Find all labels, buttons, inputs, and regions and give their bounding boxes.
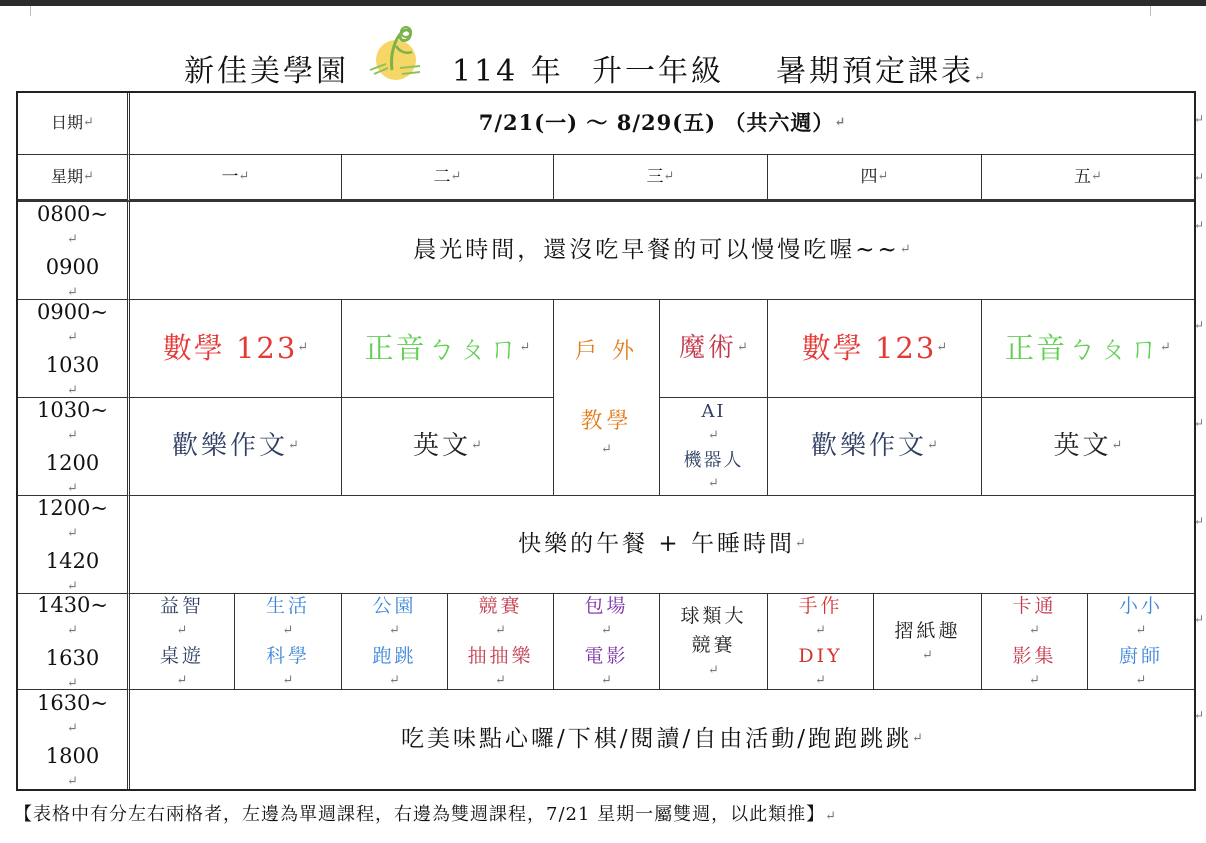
afternoon-fri-odd: 卡通 ↵ 影集 ↵	[982, 594, 1088, 690]
afternoon-mon-even: 生活 ↵ 科學 ↵	[235, 594, 342, 690]
class-fri-english: 英文 ↵	[982, 398, 1194, 496]
row-end-mark: ↵	[1194, 416, 1205, 430]
afternoon-mon-odd: 益智 ↵ 桌遊 ↵	[130, 594, 235, 690]
row-end-mark: ↵	[1194, 708, 1205, 722]
date-label: 日期 ↵	[18, 93, 130, 155]
afternoon-tue-odd: 公園 ↵ 跑跳 ↵	[342, 594, 448, 690]
schedule-table	[16, 91, 1196, 791]
corner-mark-right	[1150, 6, 1151, 16]
class-wed-ai-robot: AI ↵ 機器人 ↵	[660, 398, 768, 496]
weekday-tue: 二 ↵	[342, 155, 554, 202]
class-fri-phonics: 正音ㄅㄆㄇ ↵	[982, 300, 1194, 398]
afternoon-wed-odd: 包場 ↵ 電影 ↵	[554, 594, 660, 690]
weekday-fri: 五 ↵	[982, 155, 1194, 202]
afternoon-tue-even: 競賽 ↵ 抽抽樂 ↵	[448, 594, 554, 690]
page-title: 暑期預定課表↵	[776, 54, 985, 89]
class-wed-magic: 魔術 ↵	[660, 300, 768, 398]
time-slot-0900: 0900~ ↵ 1030 ↵	[18, 300, 130, 398]
class-thu-math: 數學 123 ↵	[768, 300, 982, 398]
corner-mark-left	[30, 6, 31, 16]
school-logo	[366, 18, 424, 88]
class-tue-english: 英文 ↵	[342, 398, 554, 496]
row-end-mark: ↵	[1194, 514, 1205, 528]
class-mon-math: 數學 123 ↵	[130, 300, 342, 398]
afternoon-thu-odd: 手作 ↵ DIY ↵	[768, 594, 874, 690]
row-end-mark: ↵	[1194, 612, 1205, 626]
school-year: 114 年	[452, 54, 564, 89]
row-end-mark: ↵	[1194, 218, 1205, 232]
class-wed-outdoor: 戶 外 教學 ↵	[554, 300, 660, 496]
weekday-thu: 四 ↵	[768, 155, 982, 202]
time-slot-0800: 0800~ ↵ 0900 ↵	[18, 202, 130, 300]
weekday-mon: 一 ↵	[130, 155, 342, 202]
class-mon-writing: 歡樂作文 ↵	[130, 398, 342, 496]
top-bar	[0, 0, 1206, 6]
time-slot-1430: 1430~ ↵ 1630 ↵	[18, 594, 130, 690]
afternoon-wed-even: 球類大 競賽 ↵	[660, 594, 768, 690]
class-tue-phonics: 正音ㄅㄆㄇ ↵	[342, 300, 554, 398]
row-end-mark: ↵	[1194, 170, 1205, 184]
time-slot-1030: 1030~ ↵ 1200 ↵	[18, 398, 130, 496]
row-end-mark: ↵	[1194, 112, 1205, 126]
afternoon-thu-even: 摺紙趣 ↵	[874, 594, 982, 690]
weekday-wed: 三 ↵	[554, 155, 768, 202]
weekday-label: 星期 ↵	[18, 155, 130, 202]
row-end-mark: ↵	[1194, 318, 1205, 332]
school-name: 新佳美學園	[184, 54, 349, 89]
time-slot-1200: 1200~ ↵ 1420 ↵	[18, 496, 130, 594]
footnote: 【表格中有分左右兩格者，左邊為單週課程，右邊為雙週課程，7/21 星期一屬雙週，以此類推】↵	[14, 804, 837, 825]
grade-level: 升一年級	[592, 54, 724, 89]
evening-activity: 吃美味點心囉/下棋/閱讀/自由活動/跑跑跳跳 ↵	[401, 725, 923, 752]
time-slot-1630: 1630~ ↵ 1800 ↵	[18, 690, 130, 789]
class-thu-writing: 歡樂作文 ↵	[768, 398, 982, 496]
lunch-activity: 快樂的午餐 + 午睡時間 ↵	[130, 496, 1194, 594]
date-range: 7/21(一) ～ 8/29(五) （共六週） ↵	[130, 93, 1194, 155]
title-row	[0, 40, 1206, 90]
afternoon-fri-even: 小小 ↵ 廚師 ↵	[1088, 594, 1194, 690]
morning-activity: 晨光時間，還沒吃早餐的可以慢慢吃喔~~ ↵	[130, 202, 1194, 300]
